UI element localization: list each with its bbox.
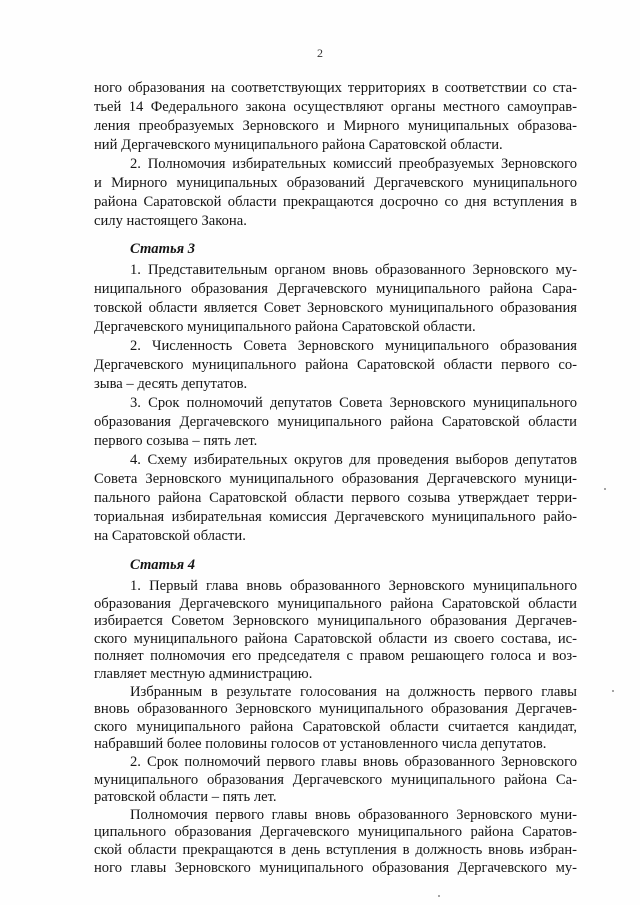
text-line: пального района Саратовской области первого созыва утверждает терри-	[94, 490, 577, 506]
scan-speck	[612, 690, 614, 692]
scan-speck	[438, 895, 440, 897]
text-line: главляет местную администрацию.	[94, 666, 313, 682]
text-line: 1. Первый глава вновь образованного Зерновского муниципального	[130, 578, 577, 594]
text-line: 1. Представительным органом вновь образованного Зерновского му-	[130, 262, 577, 278]
text-line: ления преобразуемых Зерновского и Мирного муниципальных образова-	[94, 118, 577, 134]
text-line: ного образования на соответствующих территориях в соответствии со ста-	[94, 80, 577, 96]
text-line: ного главы Зерновского муниципального образования Дергачевского му-	[94, 859, 577, 876]
text-line: ского муниципального района Саратовской области считается кандидат,	[94, 718, 577, 735]
page-number: 2	[317, 46, 323, 60]
text-line: 3. Срок полномочий депутатов Совета Зерновского муниципального	[130, 395, 577, 411]
text-line: района Саратовской области прекращаются досрочно со дня вступления в	[94, 194, 577, 210]
text-line: образования Дергачевского муниципального района Саратовской области	[94, 414, 577, 430]
article-4-heading: Статья 4	[130, 557, 196, 573]
text-line: вновь образованного Зерновского муниципального образования Дергачев-	[94, 701, 577, 718]
text-line: ципального образования Дергачевского муниципального района Саратов-	[94, 824, 577, 841]
text-line: образования Дергачевского муниципального района Саратовской области	[94, 595, 577, 612]
text-line: избирается Советом Зерновского муниципального образования Дергачев-	[94, 613, 577, 630]
text-line: ской области прекращаются в день вступления в должность вновь избран-	[94, 842, 577, 858]
text-line: Дергачевского муниципального района Саратовской области первого со-	[94, 357, 577, 373]
text-line: ниципального образования Дергачевского муниципального района Сара-	[94, 281, 577, 297]
text-line: набравший более половины голосов от установленного числа депутатов.	[94, 736, 547, 753]
text-line: тьей 14 Федерального закона осуществляют органы местного самоуправ-	[94, 99, 577, 115]
text-line: Полномочия первого главы вновь образованного Зерновского муни-	[130, 806, 577, 823]
text-line: Дергачевского муниципального района Саратовской области.	[94, 319, 476, 335]
text-line: Избранным в результате голосования на должность первого главы	[130, 683, 577, 700]
text-line: ратовской области – пять лет.	[94, 789, 277, 806]
text-line: муниципального образования Дергачевского муниципального района Са-	[94, 771, 577, 788]
article-3-heading: Статья 3	[130, 241, 196, 257]
text-line: 2. Численность Совета Зерновского муниципального образования	[130, 338, 577, 354]
text-line: товской области является Совет Зерновского муниципального образования	[94, 300, 577, 316]
text-line: 4. Схему избирательных округов для проведения выборов депутатов	[130, 452, 577, 468]
text-line: и Мирного муниципальных образований Дергачевского муниципального	[94, 175, 577, 191]
text-line: первого созыва – пять лет.	[94, 433, 258, 449]
text-line: 2. Срок полномочий первого главы вновь образованного Зерновского	[130, 754, 577, 770]
text-line: зыва – десять депутатов.	[94, 376, 248, 392]
text-line: 2. Полномочия избирательных комиссий преобразуемых Зерновского	[130, 156, 577, 172]
text-line: ториальная избирательная комиссия Дергачевского муниципального райо-	[94, 509, 577, 525]
scan-speck	[604, 488, 606, 490]
text-line: Совета Зерновского муниципального образования Дергачевского муници-	[94, 471, 577, 487]
text-line: ний Дергачевского муниципального района Саратовской области.	[94, 137, 503, 153]
text-line: силу настоящего Закона.	[94, 213, 247, 229]
text-line: полняет полномочия его председателя с правом решающего голоса и воз-	[94, 648, 577, 665]
text-line: на Саратовской области.	[94, 528, 246, 544]
text-line: ского муниципального района Саратовской области из своего состава, ис-	[94, 630, 577, 647]
